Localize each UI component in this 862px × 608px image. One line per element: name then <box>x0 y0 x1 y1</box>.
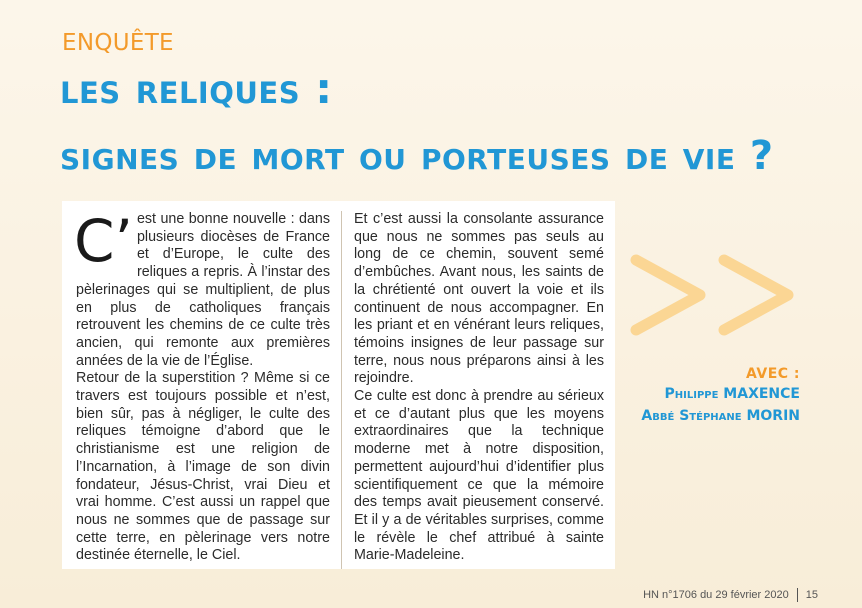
issue-info: HN n°1706 du 29 février 2020 <box>643 589 789 601</box>
article-box <box>62 201 615 569</box>
contributor-name: Abbé Stéphane MORIN <box>641 408 800 424</box>
paragraph-1 <box>74 207 330 370</box>
paragraph-4: Ce culte est donc à prendre au sérieux et ce d’autant plus que les moyens extraordinaires que la technique moderne met à notre disposition, permettent aujourd’hui d’identifier plus scientifiquement ce que la mémoire des temps avait pieusement conservé. Et il y a de véritables surprises, comme le révèle le chef attribué à sainte Marie-Madeleine. <box>354 388 604 564</box>
double-chevron-right-icon <box>628 250 808 340</box>
contributor-name: Philippe MAXENCE <box>664 386 800 402</box>
drop-cap: C’ <box>74 207 133 275</box>
paragraph-1-text: est une bonne nouvelle : dans plusieurs diocèses de France et d’Europe, le culte des reliques a repris. À l’instar des pèlerinages qui se multiplient, de plus en plus de catholiques français retrouvent les chemins de ce culte très ancien, qui remonte aux premières années de la vie de l’Église. <box>76 211 330 369</box>
chevron-left-icon <box>636 260 700 330</box>
footer-divider <box>797 588 798 602</box>
page-number: 15 <box>805 589 818 601</box>
title-line-2: signes de mort ou porteuses de vie ? <box>60 133 774 179</box>
paragraph-3: Et c’est aussi la consolante assurance que nous ne sommes pas seuls au long de ce chemin, souvent semé d’embûches. Avant nous, les saints de la chrétienté ont ouvert la voie et ils continuent de nous accompagner. En les priant et en vénérant leurs reliques, témoins insignes de leur passage sur terre, nous nous préparons ainsi à les rejoindre. <box>354 211 604 387</box>
article-column-2 <box>342 211 604 569</box>
title-line-1: les reliques : <box>60 64 333 113</box>
page-title <box>60 64 774 179</box>
chevron-right-icon <box>724 260 788 330</box>
rubric: ENQUÊTE <box>62 30 174 56</box>
page-footer <box>643 588 818 602</box>
contributors-label: AVEC : <box>745 366 800 382</box>
contributors <box>641 366 800 430</box>
paragraph-2: Retour de la superstition ? Même si ce travers est toujours possible et n’est, bien sûr, pas à négliger, le culte des reliques témoigne d’abord que le christianisme est une religion de l’Incarnation, à l’image de son divin fondateur, Jésus-Christ, vrai Dieu et vrai homme. C’est aussi un rappel que nous ne sommes que de passage sur cette terre, en pèlerinage vers notre destinée éternelle, le Ciel. <box>76 370 330 564</box>
article-column-1 <box>74 207 342 569</box>
